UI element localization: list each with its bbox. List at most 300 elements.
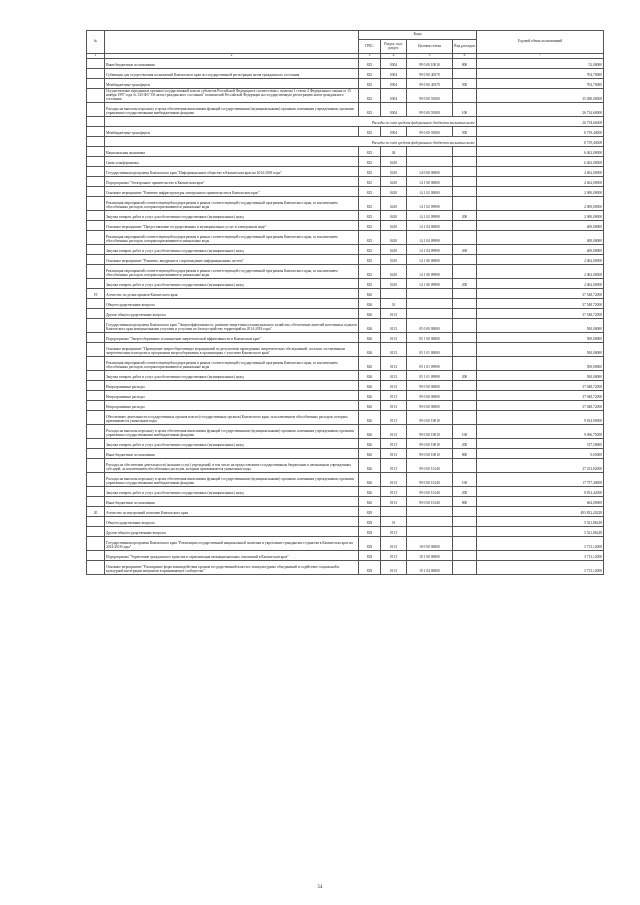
- header-vid: Вид расходов: [453, 40, 477, 54]
- table-row: [87, 254, 604, 264]
- note-sum: 8 739,40000: [477, 136, 604, 146]
- row-expense-type: 500: [453, 126, 477, 136]
- row-grbs: 825: [359, 230, 381, 244]
- row-section: 0113: [381, 410, 407, 424]
- row-number: [87, 356, 105, 370]
- row-expense-type: [453, 400, 477, 410]
- table-row: [87, 298, 604, 308]
- row-target-article: [407, 156, 453, 166]
- row-target-article: 99 0 00 10010: [407, 58, 453, 68]
- row-target-article: 14 1 02 09990: [407, 196, 453, 210]
- row-target-article: 99 0 00 10140: [407, 472, 453, 486]
- row-expense-type: [453, 332, 477, 342]
- row-sum: 500,00000: [477, 342, 604, 356]
- row-number: [87, 424, 105, 438]
- row-number: [87, 560, 105, 574]
- row-section: 01: [381, 516, 407, 526]
- row-number: [87, 88, 105, 102]
- header-name: [105, 31, 359, 54]
- row-grbs: 826: [359, 424, 381, 438]
- row-expense-type: [453, 458, 477, 472]
- row-number: [87, 102, 105, 116]
- row-sum: 2 000,00000: [477, 210, 604, 220]
- row-grbs: 826: [359, 288, 381, 298]
- row-name: Закупка товаров, работ и услуг для обеспечения государственных (муниципальных) нужд: [105, 486, 359, 496]
- row-section: 0410: [381, 230, 407, 244]
- row-expense-type: 100: [453, 472, 477, 486]
- row-target-article: [407, 506, 453, 516]
- row-target-article: 99 0 00 10010: [407, 410, 453, 424]
- row-target-article: 99 0 00 00000: [407, 390, 453, 400]
- note-text: Расходы за счет средств федерального бюджета письменно ниже: [105, 136, 477, 146]
- row-number: [87, 126, 105, 136]
- row-section: 0113: [381, 448, 407, 458]
- table-row: [87, 370, 604, 380]
- row-target-article: 99 0 00 59300: [407, 126, 453, 136]
- row-sum: 5 321,86228: [477, 526, 604, 536]
- row-target-article: 14 1 04 09990: [407, 230, 453, 244]
- row-sum: 17 757,40000: [477, 472, 604, 486]
- row-expense-type: [453, 560, 477, 574]
- note-spacer: [87, 116, 105, 126]
- row-expense-type: [453, 318, 477, 332]
- row-target-article: 05 1 01 09990: [407, 356, 453, 370]
- row-target-article: 99 0 00 10140: [407, 458, 453, 472]
- row-section: 0410: [381, 166, 407, 176]
- row-section: 0304: [381, 102, 407, 116]
- row-target-article: [407, 146, 453, 156]
- row-number: 20: [87, 506, 105, 516]
- row-grbs: 825: [359, 254, 381, 264]
- table-row: [87, 536, 604, 550]
- row-expense-type: [453, 506, 477, 516]
- table-row: [87, 308, 604, 318]
- row-grbs: 826: [359, 370, 381, 380]
- row-grbs: 826: [359, 308, 381, 318]
- row-grbs: 825: [359, 68, 381, 78]
- row-grbs: 826: [359, 496, 381, 506]
- row-target-article: 14 1 04 00000: [407, 220, 453, 230]
- row-expense-type: [453, 308, 477, 318]
- row-expense-type: [453, 220, 477, 230]
- row-target-article: 99 0 00 40370: [407, 68, 453, 78]
- row-grbs: 829: [359, 526, 381, 536]
- row-sum: 2 000,00000: [477, 196, 604, 210]
- row-name: Обеспечение деятельности государственных органов власти (государственных органов) Камчатского края, за исключением обособленных расходов, которым присваиваются уникальные коды: [105, 410, 359, 424]
- row-sum: 2 000,00000: [477, 186, 604, 196]
- row-name: Подпрограмма "Укрепление гражданского единства и гармонизация межнациональных отношений в Камчатском крае": [105, 550, 359, 560]
- header-num: №: [87, 31, 105, 54]
- index-cell: 7: [477, 54, 604, 59]
- budget-table: [86, 30, 604, 575]
- table-row: [87, 390, 604, 400]
- table-row: [87, 332, 604, 342]
- row-section: 0410: [381, 176, 407, 186]
- row-sum: 0,65000: [477, 448, 604, 458]
- row-grbs: 826: [359, 356, 381, 370]
- row-expense-type: 200: [453, 210, 477, 220]
- row-sum: 9 814,90000: [477, 410, 604, 424]
- row-sum: 500,00000: [477, 370, 604, 380]
- row-section: 0113: [381, 496, 407, 506]
- row-target-article: 99 0 00 10140: [407, 496, 453, 506]
- row-grbs: 829: [359, 506, 381, 516]
- row-number: [87, 210, 105, 220]
- row-number: [87, 278, 105, 288]
- row-name: Подпрограмма "Электронное правительство в Камчатском крае": [105, 176, 359, 186]
- table-row: [87, 438, 604, 448]
- row-grbs: 826: [359, 400, 381, 410]
- row-expense-type: [453, 526, 477, 536]
- row-name: Другие общегосударственные вопросы: [105, 526, 359, 536]
- row-expense-type: [453, 156, 477, 166]
- row-sum: 500,00000: [477, 332, 604, 342]
- row-section: 0113: [381, 332, 407, 342]
- row-expense-type: [453, 536, 477, 550]
- row-grbs: 825: [359, 126, 381, 136]
- row-sum: 27 233,82000: [477, 458, 604, 472]
- row-name: Основное мероприятие "Развитие инфраструктуры электронного правительства в Камчатском крае": [105, 186, 359, 196]
- row-number: [87, 526, 105, 536]
- row-section: 0113: [381, 318, 407, 332]
- row-target-article: 14 0 00 00000: [407, 166, 453, 176]
- row-grbs: 825: [359, 78, 381, 88]
- row-expense-type: [453, 342, 477, 356]
- index-cell: 3: [359, 54, 381, 59]
- row-target-article: 99 0 00 10010: [407, 424, 453, 438]
- table-row: [87, 146, 604, 156]
- row-section: 0410: [381, 186, 407, 196]
- row-name: Агентство по делам архивов Камчатского края: [105, 288, 359, 298]
- row-number: [87, 332, 105, 342]
- row-target-article: 14 1 06 09990: [407, 278, 453, 288]
- row-section: 0410: [381, 278, 407, 288]
- row-number: [87, 264, 105, 278]
- row-grbs: 826: [359, 472, 381, 486]
- row-grbs: 825: [359, 186, 381, 196]
- row-name: Государственная программа Камчатского края "Реализация государственной национальной политики и укрепление гражданского единства в Камчатском крае на 2014-2018 годы": [105, 536, 359, 550]
- row-expense-type: [453, 550, 477, 560]
- table-row: [87, 126, 604, 136]
- header-codes: Коды: [359, 31, 477, 40]
- row-grbs: 826: [359, 410, 381, 424]
- row-grbs: 825: [359, 196, 381, 210]
- row-grbs: 825: [359, 244, 381, 254]
- row-grbs: 826: [359, 390, 381, 400]
- row-section: 0410: [381, 210, 407, 220]
- row-name: Иные бюджетные ассигнования: [105, 448, 359, 458]
- table-row: [87, 318, 604, 332]
- row-number: [87, 78, 105, 88]
- row-target-article: 14 1 00 00000: [407, 176, 453, 186]
- row-sum: 9 496,75000: [477, 424, 604, 438]
- row-section: 0304: [381, 58, 407, 68]
- row-sum: 8 739,40000: [477, 126, 604, 136]
- row-expense-type: [453, 196, 477, 210]
- row-expense-type: [453, 146, 477, 156]
- row-grbs: 826: [359, 380, 381, 390]
- row-name: Закупка товаров, работ и услуг для обеспечения государственных (муниципальных) нужд: [105, 438, 359, 448]
- row-sum: 704,70000: [477, 68, 604, 78]
- header-target: Целевая статья: [407, 40, 453, 54]
- table-row: [87, 356, 604, 370]
- row-grbs: 829: [359, 560, 381, 574]
- row-grbs: 829: [359, 516, 381, 526]
- row-sum: 6 462,00000: [477, 146, 604, 156]
- row-name: Основное мероприятие "Развитие, внедрение и сопровождение информационных систем": [105, 254, 359, 264]
- row-sum: 400,00000: [477, 220, 604, 230]
- row-expense-type: [453, 356, 477, 370]
- table-row: [87, 230, 604, 244]
- row-target-article: 05 1 00 00000: [407, 332, 453, 342]
- page-number: 54: [317, 885, 323, 890]
- row-sum: 37 548,72000: [477, 288, 604, 298]
- row-name: Расходы на выплаты персоналу в целях обеспечения выполнения функций государственными (муниципальными) органами, казенными учреждениями, органами управления государственными внебюджетными фондами: [105, 424, 359, 438]
- table-row: [87, 486, 604, 496]
- table-row: [87, 424, 604, 438]
- row-grbs: 825: [359, 102, 381, 116]
- table-row: [87, 278, 604, 288]
- row-sum: 3 713,12000: [477, 536, 604, 550]
- row-number: [87, 254, 105, 264]
- row-expense-type: 100: [453, 424, 477, 438]
- row-number: [87, 156, 105, 166]
- row-grbs: 825: [359, 176, 381, 186]
- row-section: 0113: [381, 438, 407, 448]
- row-name: Основное мероприятие "Расширение форм взаимодействия органов государственной власти и этнокультурных объединений и содействие социальной и культурной интеграции мигрантов в принимающее сообщество": [105, 560, 359, 574]
- row-name: Расходы на обеспечение деятельности (оказание услуг) учреждений, в том числе на предоставление государственным бюджетным и автономным учреждениям субсидий, за исключением обособленных расходов, которым присваиваются уникальные коды: [105, 458, 359, 472]
- row-section: 0410: [381, 254, 407, 264]
- row-target-article: 14 1 06 00000: [407, 254, 453, 264]
- row-target-article: 05 0 00 00000: [407, 318, 453, 332]
- note-text: Расходы за счет средств федерального бюджета письменно ниже: [105, 116, 477, 126]
- row-section: 0113: [381, 526, 407, 536]
- row-number: [87, 220, 105, 230]
- row-number: [87, 196, 105, 210]
- row-expense-type: 200: [453, 486, 477, 496]
- row-name: Реализация мероприятий соответствующей подпрограммы в рамках соответствующей государственной программы Камчатского края, за исключением обособленных расходов, которым присваиваются уникальные коды: [105, 196, 359, 210]
- table-row: [87, 220, 604, 230]
- table-row: [87, 264, 604, 278]
- row-target-article: 99 0 00 10010: [407, 438, 453, 448]
- table-row: [87, 210, 604, 220]
- row-name: Закупка товаров, работ и услуг для обеспечения государственных (муниципальных) нужд: [105, 370, 359, 380]
- row-number: [87, 244, 105, 254]
- row-name: Непрограммные расходы: [105, 390, 359, 400]
- row-expense-type: 500: [453, 78, 477, 88]
- note-row: [87, 116, 604, 126]
- index-cell: 4: [381, 54, 407, 59]
- row-name: Непрограммные расходы: [105, 380, 359, 390]
- row-number: [87, 308, 105, 318]
- row-grbs: 826: [359, 448, 381, 458]
- row-number: [87, 146, 105, 156]
- row-sum: 6 462,00000: [477, 156, 604, 166]
- row-section: 04: [381, 146, 407, 156]
- row-expense-type: [453, 264, 477, 278]
- row-expense-type: 200: [453, 370, 477, 380]
- row-grbs: 829: [359, 536, 381, 550]
- row-section: 0304: [381, 78, 407, 88]
- row-expense-type: [453, 254, 477, 264]
- row-number: [87, 58, 105, 68]
- row-expense-type: [453, 410, 477, 424]
- row-section: 0113: [381, 550, 407, 560]
- row-sum: 2 062,00000: [477, 264, 604, 278]
- row-target-article: 99 0 00 59300: [407, 102, 453, 116]
- row-number: [87, 318, 105, 332]
- row-expense-type: [453, 186, 477, 196]
- table-row: [87, 496, 604, 506]
- row-sum: 35 490,00000: [477, 88, 604, 102]
- row-number: [87, 380, 105, 390]
- row-grbs: 825: [359, 88, 381, 102]
- row-target-article: 05 1 01 09990: [407, 370, 453, 380]
- row-expense-type: [453, 298, 477, 308]
- row-target-article: 99 0 00 59300: [407, 88, 453, 102]
- row-grbs: 826: [359, 486, 381, 496]
- table-row: [87, 448, 604, 458]
- row-name: Связь и информатика: [105, 156, 359, 166]
- row-expense-type: [453, 176, 477, 186]
- row-sum: 37 048,72000: [477, 390, 604, 400]
- row-grbs: 829: [359, 550, 381, 560]
- row-grbs: 825: [359, 166, 381, 176]
- row-number: [87, 550, 105, 560]
- row-section: 0113: [381, 308, 407, 318]
- row-target-article: [407, 288, 453, 298]
- table-row: [87, 78, 604, 88]
- row-target-article: 14 1 04 09990: [407, 244, 453, 254]
- row-number: [87, 536, 105, 550]
- row-name: Субвенции для осуществления полномочий Камчатского края по государственной регистрации актов гражданского состояния: [105, 68, 359, 78]
- row-name: Агентство по внутренней политике Камчатского края: [105, 506, 359, 516]
- row-name: Государственная программа Камчатского края "Информационное общество в Камчатском крае на 2014-2018 годы": [105, 166, 359, 176]
- row-grbs: 825: [359, 220, 381, 230]
- index-cell: 5: [407, 54, 453, 59]
- row-name: Осуществление переданных органам государственной власти субъектов Российской Федерации в соответствии с пунктом 1 статьи 4 Федерального закона от 15 ноября 1997 года № 143-ФЗ "Об актах гражданского состояния" полномочий Российской Федерации на государственную регистрацию актов гражданского состояния: [105, 88, 359, 102]
- row-number: [87, 438, 105, 448]
- row-section: 0410: [381, 264, 407, 278]
- row-expense-type: 800: [453, 58, 477, 68]
- row-sum: 52,00000: [477, 58, 604, 68]
- row-sum: 500,00000: [477, 356, 604, 370]
- row-target-article: 14 1 06 09990: [407, 264, 453, 278]
- row-target-article: 99 0 00 10140: [407, 486, 453, 496]
- row-sum: 500,00000: [477, 318, 604, 332]
- row-grbs: 826: [359, 318, 381, 332]
- table-row: [87, 68, 604, 78]
- row-sum: 37 548,72000: [477, 298, 604, 308]
- row-target-article: 99 0 00 00000: [407, 400, 453, 410]
- note-sum: 26 734,60000: [477, 116, 604, 126]
- row-name: Иные бюджетные ассигнования: [105, 58, 359, 68]
- row-sum: 5 321,86228: [477, 516, 604, 526]
- row-number: [87, 486, 105, 496]
- row-sum: 400,00000: [477, 244, 604, 254]
- row-section: 0113: [381, 486, 407, 496]
- row-number: [87, 176, 105, 186]
- row-target-article: 05 1 01 00000: [407, 342, 453, 356]
- row-number: [87, 458, 105, 472]
- row-name: Закупка товаров, работ и услуг для обеспечения государственных (муниципальных) нужд: [105, 278, 359, 288]
- table-row: [87, 196, 604, 210]
- header-sum: Годовой объем ассигнований: [477, 31, 604, 54]
- row-name: Закупка товаров, работ и услуг для обеспечения государственных (муниципальных) нужд: [105, 244, 359, 254]
- row-name: Национальная экономика: [105, 146, 359, 156]
- row-grbs: 825: [359, 146, 381, 156]
- row-sum: 3 713,12000: [477, 550, 604, 560]
- row-grbs: 826: [359, 298, 381, 308]
- row-grbs: 825: [359, 278, 381, 288]
- row-number: [87, 342, 105, 356]
- row-grbs: 826: [359, 438, 381, 448]
- row-grbs: 826: [359, 342, 381, 356]
- row-expense-type: [453, 380, 477, 390]
- note-row: [87, 136, 604, 146]
- table-row: [87, 400, 604, 410]
- row-section: 01: [381, 298, 407, 308]
- row-section: [381, 288, 407, 298]
- row-section: 0113: [381, 458, 407, 472]
- row-number: [87, 186, 105, 196]
- row-target-article: [407, 298, 453, 308]
- row-grbs: 825: [359, 210, 381, 220]
- row-sum: 8 812,42000: [477, 486, 604, 496]
- row-name: Межбюджетные трансферты: [105, 126, 359, 136]
- row-grbs: 826: [359, 458, 381, 472]
- row-target-article: [407, 526, 453, 536]
- table-row: [87, 550, 604, 560]
- row-expense-type: 100: [453, 102, 477, 116]
- row-expense-type: [453, 88, 477, 102]
- row-sum: 37 048,72000: [477, 380, 604, 390]
- row-sum: 37 548,72000: [477, 308, 604, 318]
- row-expense-type: [453, 230, 477, 244]
- table-row: [87, 342, 604, 356]
- table-row: [87, 102, 604, 116]
- row-sum: 2 062,00000: [477, 278, 604, 288]
- row-section: 0113: [381, 400, 407, 410]
- table-row: [87, 88, 604, 102]
- row-name: Реализация мероприятий соответствующей подпрограммы в рамках соответствующей государственной программы Камчатского края, за исключением обособленных расходов, которым присваиваются уникальные коды: [105, 230, 359, 244]
- row-name: Основное мероприятие "Проведение энергосберегающих мероприятий по результатам проведенных энергетических обследований, согласно составленным энергетическим паспортам и программам энергосбережения в организациях с участием Камчатского края": [105, 342, 359, 356]
- row-section: 0113: [381, 390, 407, 400]
- row-name: Расходы на выплаты персоналу в целях обеспечения выполнения функций государственными (муниципальными) органами, казенными учреждениями, органами управления государственными внебюджетными фондами: [105, 472, 359, 486]
- row-section: 0113: [381, 356, 407, 370]
- row-sum: 4 462,00000: [477, 176, 604, 186]
- row-expense-type: [453, 166, 477, 176]
- row-grbs: 825: [359, 58, 381, 68]
- index-cell: 2: [105, 54, 359, 59]
- row-name: Подпрограмма "Энергосбережение и повышение энергетической эффективности в Камчатском крае": [105, 332, 359, 342]
- table-row: [87, 516, 604, 526]
- row-sum: 26 734,60000: [477, 102, 604, 116]
- row-number: [87, 448, 105, 458]
- table-row: [87, 156, 604, 166]
- table-row: [87, 472, 604, 486]
- row-number: 19: [87, 288, 105, 298]
- row-expense-type: 200: [453, 438, 477, 448]
- table-row: [87, 244, 604, 254]
- row-target-article: 99 0 00 40370: [407, 78, 453, 88]
- row-expense-type: 800: [453, 448, 477, 458]
- row-sum: 3 713,12000: [477, 560, 604, 574]
- row-name: Общегосударственные вопросы: [105, 298, 359, 308]
- row-expense-type: [453, 288, 477, 298]
- row-section: 0113: [381, 536, 407, 550]
- row-sum: 704,70000: [477, 78, 604, 88]
